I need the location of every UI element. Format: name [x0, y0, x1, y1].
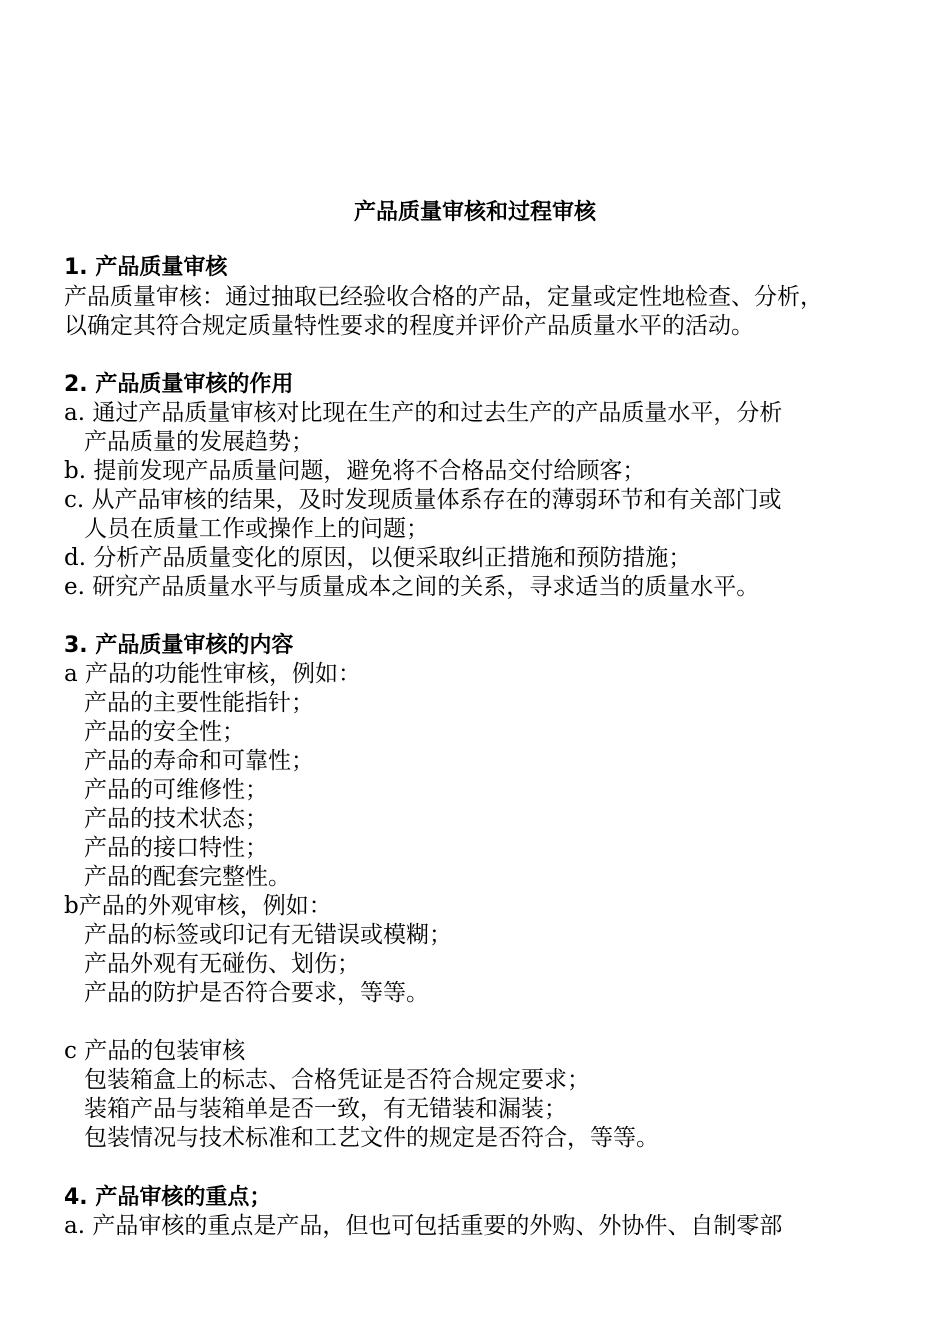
section-1-paragraph-line: 产品质量审核：通过抽取已经验收合格的产品，定量或定性地检查、分析，: [64, 284, 823, 310]
section-2-item-b: b. 提前发现产品质量问题，避免将不合格品交付给顾客；: [64, 458, 646, 484]
section-2-heading: 2. 产品质量审核的作用: [64, 372, 294, 397]
section-2-item-e: e. 研究产品质量水平与质量成本之间的关系，寻求适当的质量水平。: [64, 574, 760, 600]
section-3-a-item: 产品的主要性能指针；: [84, 690, 314, 716]
section-3-subhead-c: c 产品的包装审核: [64, 1038, 246, 1064]
section-2-item-c-continued: 人员在质量工作或操作上的问题；: [84, 516, 429, 542]
section-3-a-item: 产品的接口特性；: [84, 835, 268, 861]
section-3-b-item: 产品外观有无碰伤、划伤；: [84, 951, 360, 977]
section-2-item-a-continued: 产品质量的发展趋势；: [84, 429, 314, 455]
section-3-c-item: 包装情况与技术标准和工艺文件的规定是否符合，等等。: [84, 1125, 659, 1151]
section-4-item-a: a. 产品审核的重点是产品，但也可包括重要的外购、外协件、自制零部: [64, 1213, 783, 1239]
section-2-item-d: d. 分析产品质量变化的原因，以便采取纠正措施和预防措施；: [64, 545, 692, 571]
section-3-a-item: 产品的可维修性；: [84, 777, 268, 803]
section-3-a-item: 产品的技术状态；: [84, 806, 268, 832]
section-3-c-item: 包装箱盒上的标志、合格凭证是否符合规定要求；: [84, 1067, 590, 1093]
section-3-c-item: 装箱产品与装箱单是否一致，有无错装和漏装；: [84, 1096, 567, 1122]
section-3-a-item: 产品的安全性；: [84, 719, 245, 745]
section-1-paragraph-line: 以确定其符合规定质量特性要求的程度并评价产品质量水平的活动。: [64, 313, 754, 339]
section-3-subhead-b: b产品的外观审核，例如：: [64, 893, 332, 919]
section-4-heading: 4. 产品审核的重点；: [64, 1185, 272, 1210]
section-3-a-item: 产品的寿命和可靠性；: [84, 748, 314, 774]
section-3-b-item: 产品的标签或印记有无错误或模糊；: [84, 922, 452, 948]
section-1-heading: 1. 产品质量审核: [64, 255, 228, 280]
section-3-b-item: 产品的防护是否符合要求，等等。: [84, 980, 429, 1006]
document-title: 产品质量审核和过程审核: [353, 200, 596, 225]
section-2-item-c: c. 从产品审核的结果，及时发现质量体系存在的薄弱环节和有关部门或: [64, 487, 782, 513]
section-3-subhead-a: a 产品的功能性审核，例如：: [64, 661, 362, 687]
section-3-a-item: 产品的配套完整性。: [84, 864, 291, 890]
section-2-item-a: a. 通过产品质量审核对比现在生产的和过去生产的产品质量水平，分析: [64, 400, 783, 426]
section-3-heading: 3. 产品质量审核的内容: [64, 633, 294, 658]
